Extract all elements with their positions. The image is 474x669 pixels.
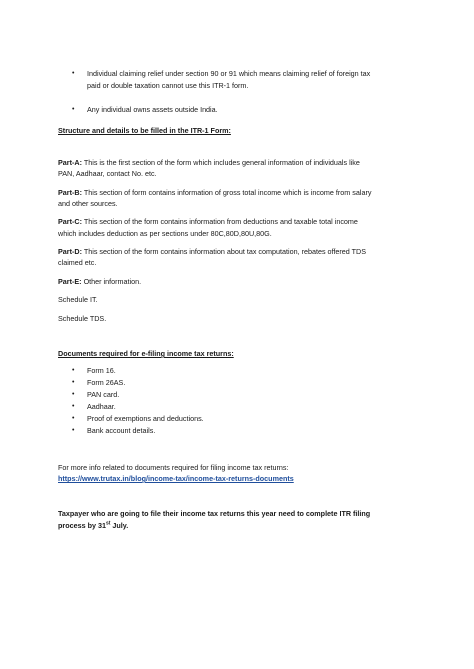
closing-pre: process by 31 (58, 521, 106, 530)
bullet-marker: • (72, 106, 75, 113)
part-a-line-1 (58, 157, 360, 168)
schedule-tds: Schedule TDS. (58, 314, 107, 323)
structure-heading: Structure and details to be filled in the ITR-1 Form: (58, 126, 231, 135)
top-bullet-1-line-2: paid or double taxation cannot use this ITR-1 form. (87, 81, 249, 90)
document-item-form-16: Form 16. (87, 366, 116, 375)
part-c-text: This section of the form contains information from deductions and taxable total income (81, 217, 358, 226)
schedule-it: Schedule IT. (58, 295, 98, 304)
part-b-text: This section of form contains information of gross total income which is income from salary (81, 188, 372, 197)
document-item-form-26as: Form 26AS. (87, 378, 126, 387)
bullet-marker: • (72, 403, 75, 410)
part-d-line-2: claimed etc. (58, 258, 97, 267)
documents-heading: Documents required for e-filing income tax returns: (58, 349, 234, 358)
bullet-marker: • (72, 379, 75, 386)
part-a-text: This is the first section of the form which includes general information of individuals like (81, 158, 360, 167)
part-c-label: Part-C: (58, 217, 82, 226)
part-d-label: Part-D: (58, 247, 82, 256)
document-item-aadhaar: Aadhaar. (87, 402, 116, 411)
bullet-marker: • (72, 427, 75, 434)
part-c-line-1 (58, 216, 358, 227)
closing-line-2 (58, 520, 128, 531)
bullet-marker: • (72, 70, 75, 77)
bullet-marker: • (72, 391, 75, 398)
bullet-marker: • (72, 367, 75, 374)
part-a-line-2: PAN, Aadhaar, contact No. etc. (58, 169, 157, 178)
top-bullet-1-line-1: Individual claiming relief under section 90 or 91 which means claiming relief of foreign tax (87, 69, 371, 78)
part-b-line-1 (58, 187, 371, 198)
trutax-documents-link[interactable]: https://www.trutax.in/blog/income-tax/income-tax-returns-documents (58, 474, 294, 483)
part-d-line-1 (58, 246, 366, 257)
part-e-label: Part-E: (58, 277, 82, 286)
part-d-text: This section of the form contains information about tax computation, rebates offered TDS (81, 247, 367, 256)
document-item-pan-card: PAN card. (87, 390, 120, 399)
document-item-proof-of-exemptions: Proof of exemptions and deductions. (87, 414, 204, 423)
bullet-marker: • (72, 415, 75, 422)
closing-line-1: Taxpayer who are going to file their income tax returns this year need to complete ITR filing (58, 509, 371, 518)
closing-superscript: st (105, 520, 111, 527)
part-a-label: Part-A: (58, 158, 82, 167)
part-e-line (58, 276, 141, 287)
part-c-line-2: which includes deduction as per sections under 80C,80D,80U,80G. (58, 229, 272, 238)
part-b-line-2: and other sources. (58, 199, 118, 208)
part-b-label: Part-B: (58, 188, 82, 197)
top-bullet-2: Any individual owns assets outside India. (87, 105, 218, 114)
more-info-text: For more info related to documents required for filing income tax returns: (58, 463, 289, 472)
document-item-bank-account: Bank account details. (87, 426, 156, 435)
closing-post: July. (110, 521, 129, 530)
part-e-text: Other information. (81, 277, 142, 286)
